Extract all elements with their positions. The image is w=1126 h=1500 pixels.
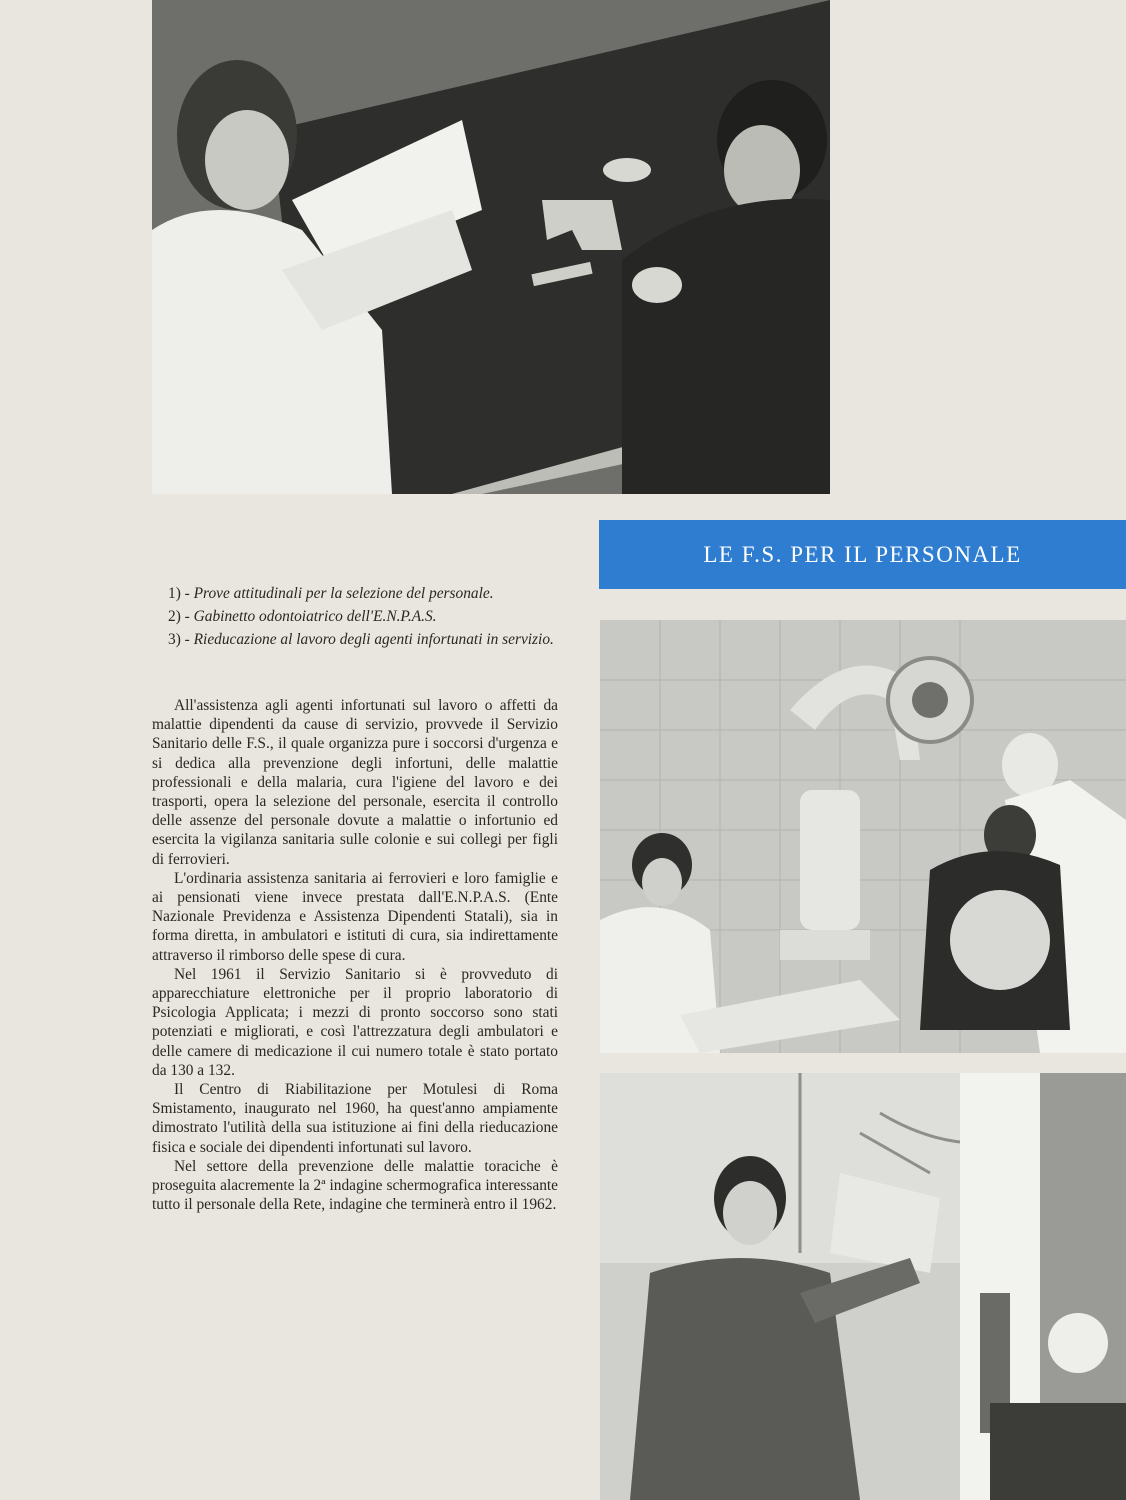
photo-workshop-rehabilitation <box>600 1073 1126 1500</box>
caption-3-number: 3) - <box>168 631 190 648</box>
caption-2-number: 2) - <box>168 608 190 625</box>
caption-2-text: Gabinetto odontoiatrico dell'E.N.P.A.S. <box>193 608 437 625</box>
article-body <box>152 696 558 1214</box>
photo-dental-clinic <box>600 620 1126 1053</box>
caption-1 <box>152 584 558 603</box>
photo-aptitude-test-illustration <box>152 0 830 494</box>
caption-2 <box>152 607 558 626</box>
paragraph-5: Nel settore della prevenzione delle malattie toraciche è proseguita alacremente la 2ª indagine schermografica interessante tutto il personale della Rete, indagine che terminerà entro il 1962. <box>152 1157 558 1214</box>
section-banner <box>599 520 1126 589</box>
section-title: LE F.S. PER IL PERSONALE <box>703 541 1022 567</box>
caption-1-text: Prove attitudinali per la selezione del personale. <box>193 585 494 602</box>
photo-workshop-illustration <box>600 1073 1126 1500</box>
photo-captions <box>152 584 558 653</box>
paragraph-1: All'assistenza agli agenti infortunati sul lavoro o affetti da malattie dipendenti da cause di servizio, provvede il Servizio Sanitario delle F.S., il quale organizza pure i soccorsi d'urgenza e si dedica alla prevenzione degli infortuni, delle malattie professionali e della malaria, cura l'igiene del lavoro e dei trasporti, opera la selezione del personale, esercita il controllo delle assenze del personale dovute a malattie o infortunio ed esercita la vigilanza sanitaria sulle colonie e sui collegi per figli di ferrovieri. <box>152 697 558 868</box>
photo-dental-clinic-illustration <box>600 620 1126 1053</box>
paragraph-4: Il Centro di Riabilitazione per Motulesi di Roma Smistamento, inaugurato nel 1960, ha quest'anno ampiamente dimostrato l'utilità della sua istituzione ai fini della rieducazione fisica e sociale dei dipendenti infortunati sul lavoro. <box>152 1081 558 1156</box>
paragraph-2: L'ordinaria assistenza sanitaria ai ferrovieri e loro famiglie e ai pensionati viene invece prestata dall'E.N.P.A.S. (Ente Nazionale Previdenza e Assistenza Dipendenti Statali), sia in forma diretta, in ambulatori e istituti di cura, sia indirettamente attraverso il rimborso delle spese di cura. <box>152 869 558 964</box>
photo-aptitude-test <box>152 0 830 494</box>
caption-3-text: Rieducazione al lavoro degli agenti infortunati in servizio. <box>193 631 554 648</box>
caption-1-number: 1) - <box>168 585 190 602</box>
paragraph-3: Nel 1961 il Servizio Sanitario si è provveduto di apparecchiature elettroniche per il proprio laboratorio di Psicologia Applicata; i mezzi di pronto soccorso sono stati potenziati e migliorati, e così l'attrezzatura degli ambulatori e delle camere di medicazione il cui numero totale è stato portato da 130 a 132. <box>152 965 558 1079</box>
caption-3 <box>152 630 558 649</box>
